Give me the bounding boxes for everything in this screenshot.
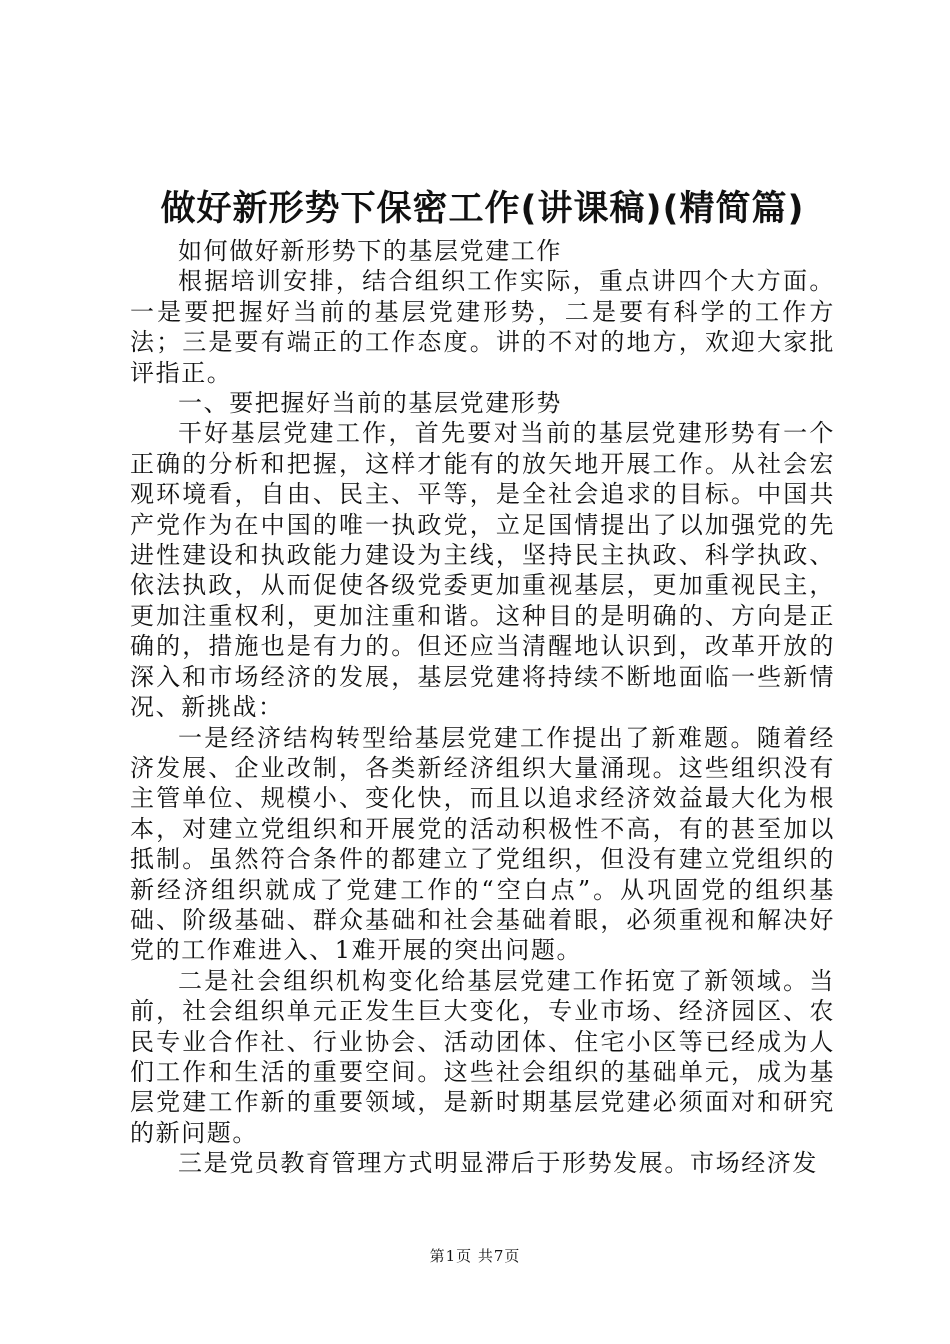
page-number-footer: 第1页 共7页 — [429, 1247, 521, 1265]
paragraph-subtitle: 如何做好新形势下的基层党建工作 — [178, 237, 562, 265]
section-heading-1: 一、要把握好当前的基层党建形势 — [178, 389, 562, 418]
paragraph-body: 二是社会组织机构变化给基层党建工作拓宽了新领域。当前，社会组织单元正发生巨大变化，专业市场、经济园区、农民专业合作社、行业协会、活动团体、住宅小区等已经成为人们工作和生活的重要空间。这些社会组织的基础单元，成为基层党建工作新的重要领域，是新时期基层党建必须面对和研究的新问题。 — [130, 966, 835, 1147]
document-title: 做好新形势下保密工作(讲课稿)(精简篇) — [160, 189, 805, 229]
document-page — [130, 182, 835, 1179]
paragraph-body: 干好基层党建工作，首先要对当前的基层党建形势有一个正确的分析和把握，这样才能有的放矢地开展工作。从社会宏观环境看，自由、民主、平等，是全社会追求的目标。中国共产党作为在中国的唯一执政党，立足国情提出了以加强党的先进性建设和执政能力建设为主线，坚持民主执政、科学执政、依法执政，从而促使各级党委更加重视基层，更加重视民主，更加注重权利，更加注重和谐。这种目的是明确的、方向是正确的，措施也是有力的。但还应当清醒地认识到，改革开放的深入和市场经济的发展，基层党建将持续不断地面临一些新情况、新挑战： — [130, 419, 835, 722]
paragraph-intro: 根据培训安排，结合组织工作实际，重点讲四个大方面。一是要把握好当前的基层党建形势，二是要有科学的工作方法；三是要有端正的工作态度。讲的不对的地方，欢迎大家批评指正。 — [130, 267, 835, 387]
paragraph-body: 三是党员教育管理方式明显滞后于形势发展。市场经济发 — [178, 1149, 818, 1178]
paragraph-body: 一是经济结构转型给基层党建工作提出了新难题。随着经济发展、企业改制，各类新经济组织大量涌现。这些组织没有主管单位、规模小、变化快，而且以追求经济效益最大化为根本，对建立党组织和开展党的活动积极性不高，有的甚至加以抵制。虽然符合条件的都建立了党组织，但没有建立党组织的新经济组织就成了党建工作的“空白点”。从巩固党的组织基础、阶级基础、群众基础和社会基础着眼，必须重视和解决好党的工作难进入、1难开展的突出问题。 — [130, 723, 835, 965]
